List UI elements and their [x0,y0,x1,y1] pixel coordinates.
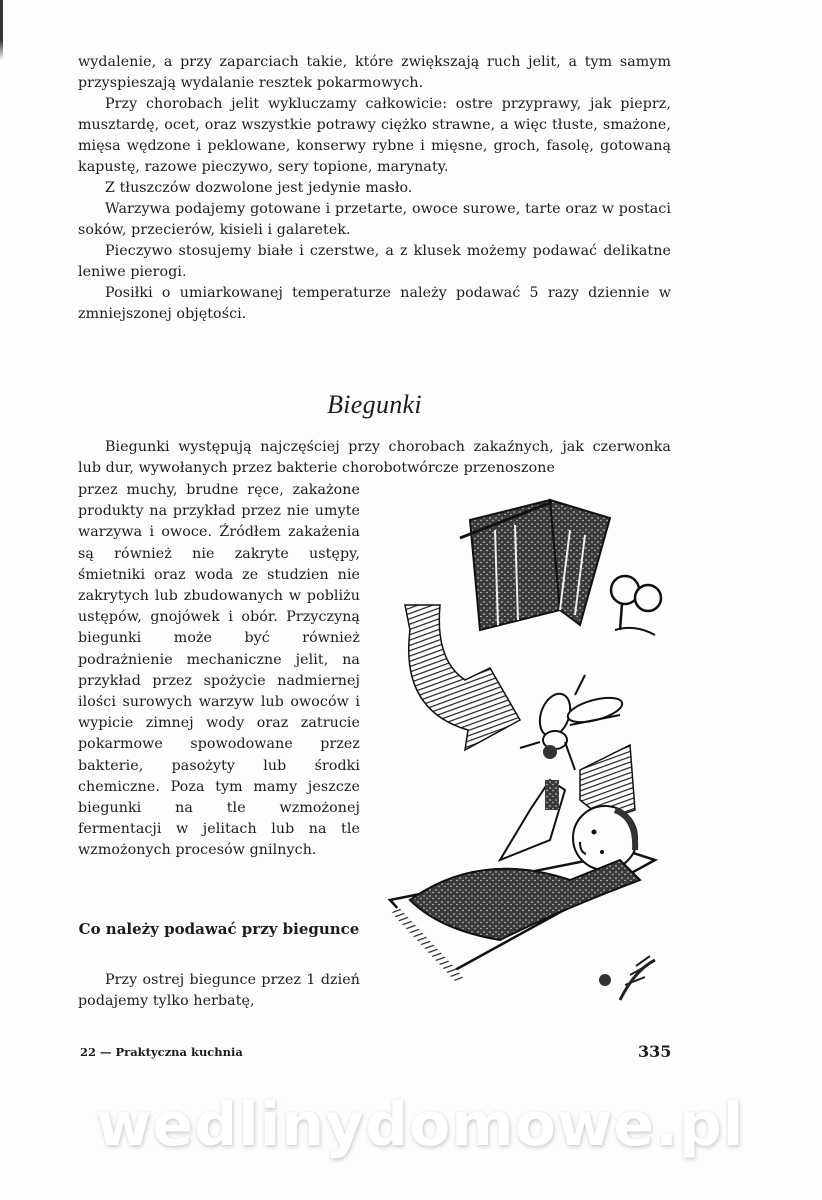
paragraph: Pieczywo stosujemy białe i czerstwe, a z klusek możemy podawać delikatne leniwe pierogi. [78,243,671,280]
paragraph: Przy ostrej biegunce przez 1 dzień podajemy tylko herbatę, [78,972,360,1009]
paragraph: Z tłuszczów dozwolone jest jedynie masło. [105,180,413,196]
illustration [380,480,680,1020]
paragraph: wydalenie, a przy zaparciach takie, które zwiększają ruch jelit, a tym samym przyspieszają wydalanie resztek pokarmowych. [78,54,671,91]
scan-edge [0,0,3,1200]
bush-drawing [611,576,661,635]
page-number: 335 [638,1042,672,1061]
left-column-text [78,480,360,862]
footer-signature: 22 — Praktyczna kuchnia [80,1045,243,1059]
baby-drawing [390,780,655,980]
paragraph: Warzywa podajemy gotowane i przetarte, owoce surowe, tarte oraz w postaci soków, przecierów, kisieli i galaretek. [78,201,671,238]
paragraph: Przy chorobach jelit wykluczamy całkowicie: ostre przyprawy, jak pieprz, musztardę, ocet, oraz wszystkie potrawy ciężko strawne, a więc tłuste, smażone, mięsa wędzone i peklowane, konserwy rybne i mięsne, groch, fasolę, gotowaną kapustę, razowe pieczywo, sery topione, marynaty. [78,96,671,175]
arrow-drawing [405,605,520,750]
subsection-text [78,970,360,1012]
paragraph: Posiłki o umiarkowanej temperaturze należy podawać 5 razy dziennie w zmniejszonej objętości. [78,285,671,322]
outhouse-drawing [460,500,610,630]
top-text-block [78,52,671,325]
subheading: Co należy podawać przy biegunce [78,920,360,938]
paragraph: Biegunki występują najczęściej przy chorobach zakaźnych, jak czerwonka lub dur, wywołanych przez bakterie chorobotwórcze przenoszone [78,439,671,476]
plant-drawing [599,956,655,1000]
paragraph: przez muchy, brudne ręce, zakażone produkty na przykład przez nie umyte warzywa i owoce. Źródłem zakażenia są również nie zakryte ustępy, śmietniki oraz woda ze studzien nie zakrytych lub zbudowanych w pobliżu ustępów, gnojówek i obór. Przyczyną biegunki może być również podrażnienie mechaniczne jelit, na przykład przez spożycie nadmiernej ilości surowych warzyw lub owoców i wypicie zimnej wody oraz zatrucie pokarmowe spowodowane przez bakterie, pasożyty lub środki chemiczne. Poza tym mamy jeszcze biegunki na tle wzmożonej fermentacji w jelitach lub na tle wzmożonych procesów gnilnych. [78,482,360,859]
section-title: Biegunki [327,390,422,419]
watermark: wedlinydomowe.pl [96,1090,745,1160]
section-intro [78,437,671,479]
